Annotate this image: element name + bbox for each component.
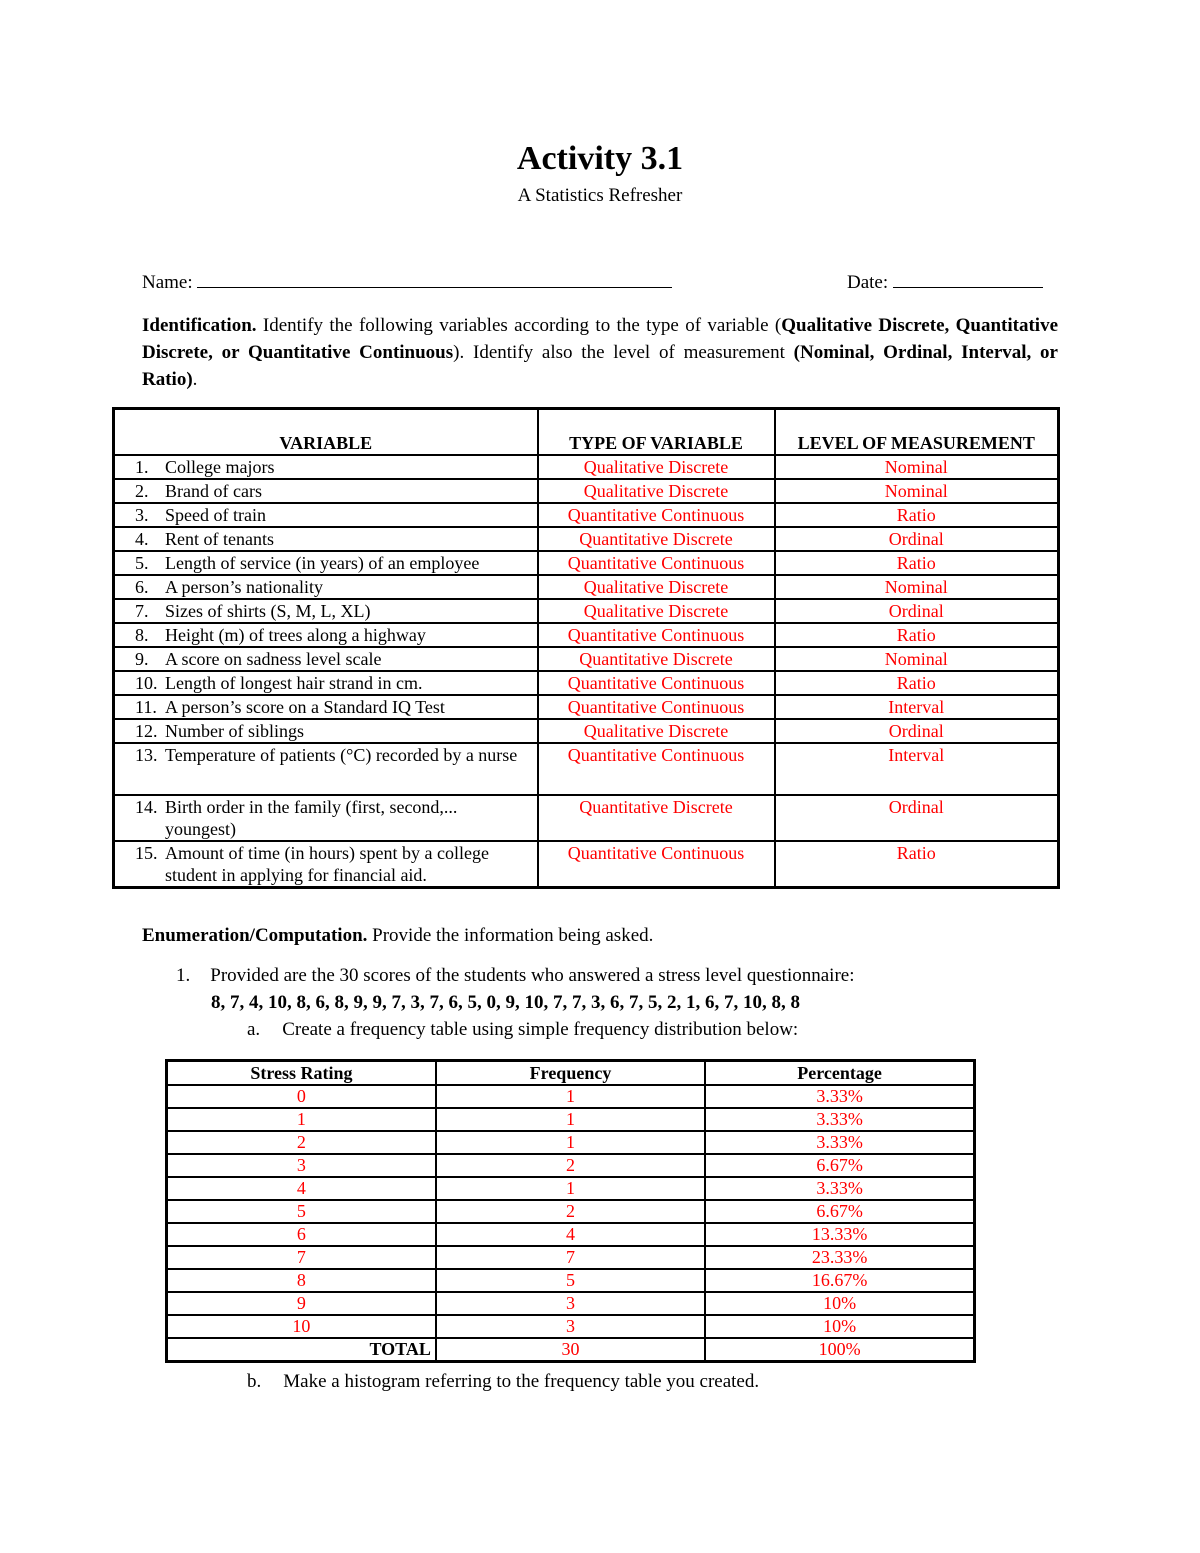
table-row (114, 695, 1059, 719)
row-number: 3. (135, 504, 149, 525)
type-answer: Quantitative Continuous (538, 551, 775, 575)
sub-text: Create a frequency table using simple frequency distribution below: (282, 1019, 799, 1040)
variable-text: A person’s score on a Standard IQ Test (165, 696, 445, 717)
table-row (114, 647, 1059, 671)
variable-cell (114, 719, 538, 743)
variable-text: Speed of train (165, 504, 266, 525)
variable-cell (114, 623, 538, 647)
row-number: 11. (135, 696, 157, 717)
type-answer: Qualitative Discrete (538, 455, 775, 479)
variable-text: Rent of tenants (165, 528, 274, 549)
rating-cell: 6 (167, 1223, 436, 1246)
level-answer: Interval (775, 743, 1059, 795)
rating-cell: 3 (167, 1154, 436, 1177)
date-field[interactable] (847, 272, 1043, 294)
variable-text: Sizes of shirts (S, M, L, XL) (165, 600, 371, 621)
level-answer: Interval (775, 695, 1059, 719)
level-answer: Ordinal (775, 719, 1059, 743)
rating-cell: 4 (167, 1177, 436, 1200)
name-field[interactable] (142, 272, 672, 294)
percentage-cell: 10% (705, 1315, 974, 1338)
type-answer: Quantitative Continuous (538, 503, 775, 527)
table-row (167, 1131, 975, 1154)
table-row (114, 743, 1059, 795)
level-answer: Ratio (775, 503, 1059, 527)
q-text: Provided are the 30 scores of the students who answered a stress level questionnaire: (210, 965, 855, 986)
variable-text: Height (m) of trees along a highway (165, 624, 426, 645)
sub-label: a. (247, 1019, 261, 1040)
level-answer: Ratio (775, 623, 1059, 647)
name-line[interactable] (197, 273, 672, 288)
rating-cell: 7 (167, 1246, 436, 1269)
variable-cell (114, 455, 538, 479)
frequency-cell: 3 (436, 1292, 705, 1315)
variable-cell (114, 503, 538, 527)
variable-text: Birth order in the family (first, second,... youngest) (165, 796, 458, 839)
frequency-cell: 1 (436, 1085, 705, 1108)
table-row (114, 551, 1059, 575)
rating-cell: 1 (167, 1108, 436, 1131)
table-row (114, 455, 1059, 479)
name-label: Name: (142, 272, 193, 293)
percentage-cell: 6.67% (705, 1200, 974, 1223)
frequency-cell: 3 (436, 1315, 705, 1338)
frequency-cell: 2 (436, 1200, 705, 1223)
percentage-cell: 6.67% (705, 1154, 974, 1177)
table-row (167, 1200, 975, 1223)
row-number: 4. (135, 528, 149, 549)
question-1b (247, 1371, 759, 1393)
percentage-cell: 13.33% (705, 1223, 974, 1246)
variable-text: College majors (165, 456, 275, 477)
row-number: 12. (135, 720, 158, 741)
table-row (114, 623, 1059, 647)
total-row (167, 1338, 975, 1362)
instr-text: ). Identify also the level of measurement (453, 342, 794, 363)
rating-cell: 10 (167, 1315, 436, 1338)
level-answer: Ratio (775, 671, 1059, 695)
type-answer: Quantitative Continuous (538, 743, 775, 795)
level-answer: Ordinal (775, 599, 1059, 623)
percentage-cell: 3.33% (705, 1085, 974, 1108)
row-number: 7. (135, 600, 149, 621)
frequency-cell: 5 (436, 1269, 705, 1292)
level-answer: Ordinal (775, 527, 1059, 551)
instr-bold: (Nominal, Ordinal, Interval, or Ratio) (142, 342, 1058, 390)
table-row (167, 1154, 975, 1177)
col-header: VARIABLE (114, 409, 538, 455)
frequency-cell: 1 (436, 1177, 705, 1200)
table-row (114, 575, 1059, 599)
level-answer: Ratio (775, 841, 1059, 888)
table-row (114, 479, 1059, 503)
sub-label: b. (247, 1371, 262, 1392)
variable-cell (114, 479, 538, 503)
table-row (167, 1108, 975, 1131)
level-answer: Nominal (775, 479, 1059, 503)
row-number: 8. (135, 624, 149, 645)
scores-list: 8, 7, 4, 10, 8, 6, 8, 9, 9, 7, 3, 7, 6, 5, 0, 9, 10, 7, 7, 3, 6, 7, 5, 2, 1, 6, 7, 10, 8, 8 (211, 992, 800, 1013)
percentage-cell: 3.33% (705, 1177, 974, 1200)
variable-cell (114, 841, 538, 888)
page-title: Activity 3.1 (516, 140, 684, 177)
row-number: 9. (135, 648, 149, 669)
type-answer: Qualitative Discrete (538, 479, 775, 503)
type-answer: Quantitative Discrete (538, 795, 775, 841)
level-answer: Ratio (775, 551, 1059, 575)
type-answer: Quantitative Continuous (538, 623, 775, 647)
variable-cell (114, 575, 538, 599)
variable-text: Number of siblings (165, 720, 304, 741)
col-header: LEVEL OF MEASUREMENT (775, 409, 1059, 455)
type-answer: Quantitative Continuous (538, 841, 775, 888)
table-row (114, 719, 1059, 743)
date-line[interactable] (893, 273, 1043, 288)
frequency-cell: 1 (436, 1108, 705, 1131)
level-answer: Ordinal (775, 795, 1059, 841)
row-number: 1. (135, 456, 149, 477)
row-number: 14. (135, 796, 158, 817)
frequency-cell: 4 (436, 1223, 705, 1246)
variable-cell (114, 795, 538, 841)
enumeration-instructions (142, 922, 1058, 949)
type-answer: Quantitative Discrete (538, 647, 775, 671)
variable-cell (114, 551, 538, 575)
type-answer: Quantitative Continuous (538, 695, 775, 719)
variable-cell (114, 527, 538, 551)
table-row (167, 1177, 975, 1200)
rating-cell: 8 (167, 1269, 436, 1292)
row-number: 10. (135, 672, 158, 693)
level-answer: Nominal (775, 575, 1059, 599)
table-row (167, 1315, 975, 1338)
variable-cell (114, 599, 538, 623)
percentage-cell: 3.33% (705, 1108, 974, 1131)
table-row (167, 1269, 975, 1292)
percentage-cell: 3.33% (705, 1131, 974, 1154)
table-row (114, 527, 1059, 551)
rating-cell: 0 (167, 1085, 436, 1108)
table-row (114, 503, 1059, 527)
date-label: Date: (847, 272, 889, 293)
enumeration-text: Provide the information being asked. (367, 925, 654, 946)
instr-bold: Qualitative Discrete, Quantitative Discrete, or Quantitative Continuous (142, 315, 1058, 363)
total-label: TOTAL (167, 1338, 436, 1362)
row-number: 15. (135, 842, 158, 863)
enumeration-heading: Enumeration/Computation. (142, 925, 368, 946)
level-answer: Nominal (775, 455, 1059, 479)
question-1a (247, 1019, 798, 1041)
instr-text: Identify the following variables according to the type of variable ( (256, 315, 782, 336)
row-number: 5. (135, 552, 149, 573)
type-answer: Quantitative Continuous (538, 671, 775, 695)
variable-text: A score on sadness level scale (165, 648, 382, 669)
rating-cell: 9 (167, 1292, 436, 1315)
type-answer: Quantitative Discrete (538, 527, 775, 551)
variable-text: Brand of cars (165, 480, 262, 501)
col-header: Percentage (705, 1061, 974, 1085)
sub-text: Make a histogram referring to the frequency table you created. (283, 1371, 760, 1392)
row-number: 2. (135, 480, 149, 501)
col-header: Frequency (436, 1061, 705, 1085)
question-1 (176, 965, 855, 987)
table-row (114, 671, 1059, 695)
variables-table (112, 407, 1060, 889)
variable-cell (114, 647, 538, 671)
variable-text: Length of service (in years) of an employee (165, 552, 480, 573)
identification-instructions (142, 312, 1058, 393)
percentage-cell: 10% (705, 1292, 974, 1315)
table-row (114, 841, 1059, 888)
col-header: TYPE OF VARIABLE (538, 409, 775, 455)
variable-text: Temperature of patients (°C) recorded by a nurse (165, 744, 518, 765)
table-row (114, 795, 1059, 841)
variable-text: Amount of time (in hours) spent by a college student in applying for financial aid. (165, 842, 489, 885)
table-row (167, 1246, 975, 1269)
frequency-cell: 7 (436, 1246, 705, 1269)
row-number: 13. (135, 744, 158, 765)
q-number: 1. (176, 965, 191, 986)
frequency-cell: 1 (436, 1131, 705, 1154)
variable-cell (114, 695, 538, 719)
rating-cell: 2 (167, 1131, 436, 1154)
variable-cell (114, 671, 538, 695)
frequency-table (165, 1059, 976, 1363)
table-row (167, 1085, 975, 1108)
table-row (167, 1292, 975, 1315)
level-answer: Nominal (775, 647, 1059, 671)
type-answer: Qualitative Discrete (538, 575, 775, 599)
variable-text: A person’s nationality (165, 576, 323, 597)
table-row (114, 599, 1059, 623)
percentage-cell: 16.67% (705, 1269, 974, 1292)
rating-cell: 5 (167, 1200, 436, 1223)
total-percentage: 100% (705, 1338, 974, 1362)
percentage-cell: 23.33% (705, 1246, 974, 1269)
row-number: 6. (135, 576, 149, 597)
frequency-cell: 2 (436, 1154, 705, 1177)
identification-heading: Identification. (142, 315, 257, 336)
table-row (167, 1223, 975, 1246)
variable-cell (114, 743, 538, 795)
type-answer: Qualitative Discrete (538, 599, 775, 623)
variable-text: Length of longest hair strand in cm. (165, 672, 423, 693)
instr-text: . (192, 369, 198, 390)
type-answer: Qualitative Discrete (538, 719, 775, 743)
total-frequency: 30 (436, 1338, 705, 1362)
subtitle: A Statistics Refresher (517, 185, 683, 206)
col-header: Stress Rating (167, 1061, 436, 1085)
